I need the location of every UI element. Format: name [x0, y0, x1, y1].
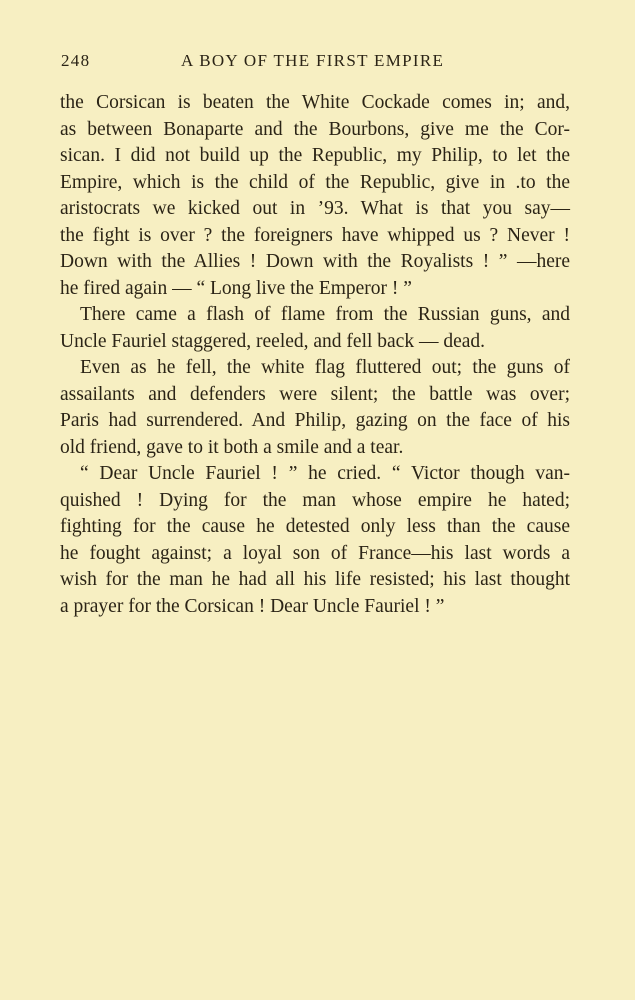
text-line: the fight is over ? the foreigners have whipped us ? Never ! [60, 224, 570, 246]
book-title: A BOY OF THE FIRST EMPIRE [181, 51, 445, 70]
text-line: the Corsican is beaten the White Cockade comes in; and, [60, 92, 570, 113]
text-line: wish for the man he had all his life resisted; his last thought [60, 569, 570, 590]
text-line: There came a flash of flame from the Russian guns, and [80, 304, 570, 325]
text-line: he fought against; a loyal son of France—his last words a [60, 542, 570, 564]
text-line: a prayer for the Corsican ! Dear Uncle Fauriel ! ” [60, 595, 445, 617]
text-line: fighting for the cause he detested only less than the cause [60, 516, 570, 537]
text-line: “ Dear Uncle Fauriel ! ” he cried. “ Victor though van- [80, 463, 570, 484]
text-line: aristocrats we kicked out in ’93. What is that you say— [60, 198, 570, 219]
text-line: sican. I did not build up the Republic, my Philip, to let the [60, 145, 570, 166]
text-line: quished ! Dying for the man whose empire he hated; [60, 489, 570, 511]
body-text [60, 90, 570, 620]
text-line: Paris had surrendered. And Philip, gazing on the face of his [60, 410, 570, 431]
text-line: Even as he fell, the white flag fluttered out; the guns of [80, 357, 570, 378]
text-line: as between Bonaparte and the Bourbons, give me the Cor- [60, 118, 570, 140]
text-line: Uncle Fauriel staggered, reeled, and fell back — dead. [60, 330, 486, 352]
page-number: 248 [61, 51, 91, 70]
text-line: he fired again — “ Long live the Emperor ! ” [60, 277, 412, 299]
text-line: Down with the Allies ! Down with the Royalists ! ” —here [60, 251, 570, 272]
text-line: Empire, which is the child of the Republic, give in .to the [60, 171, 570, 193]
text-line: assailants and defenders were silent; the battle was over; [60, 383, 570, 405]
running-head [61, 51, 571, 75]
text-line: old friend, gave to it both a smile and a tear. [60, 436, 404, 458]
